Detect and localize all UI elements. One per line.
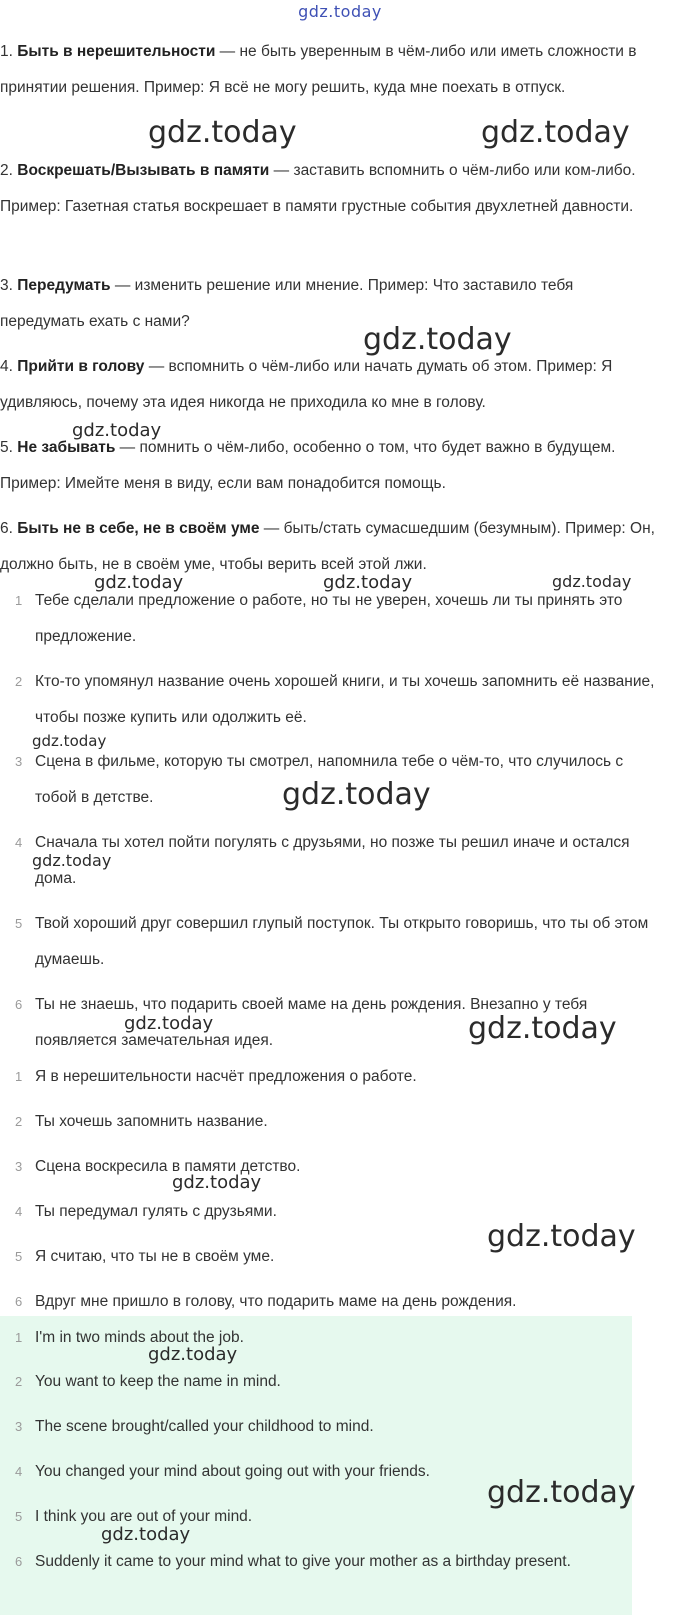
definition-term: Быть не в себе, не в своём уме <box>17 520 260 537</box>
definition-3: 3. Передумать — изменить решение или мнение. Пример: Что заставило тебя передумать ехать с нами? <box>0 277 574 330</box>
site-logo: gdz.today <box>298 2 382 21</box>
watermark: gdz.today <box>323 572 413 593</box>
watermark: gdz.today <box>172 1172 262 1193</box>
watermark: gdz.today <box>468 1011 617 1046</box>
watermark: gdz.today <box>148 1344 238 1365</box>
watermark: gdz.today <box>94 572 184 593</box>
definition-6: 6. Быть не в себе, не в своём уме — быть/стать сумасшедшим (безумным). Пример: Он, должно быть, не в своём уме, чтобы верить всей этой лжи. <box>0 520 655 573</box>
definition-5: 5. Не забывать — помнить о чём-либо, особенно о том, что будет важно в будущем. Пример: Имейте меня в виду, если вам понадобится помощь. <box>0 439 616 492</box>
watermark: gdz.today <box>148 115 297 150</box>
watermark: gdz.today <box>72 420 162 441</box>
watermark: gdz.today <box>124 1013 214 1034</box>
watermark: gdz.today <box>487 1475 636 1510</box>
watermark: gdz.today <box>481 115 630 150</box>
definition-term: Воскрешать/Вызывать в памяти <box>17 162 270 179</box>
watermark: gdz.today <box>363 322 512 357</box>
definition-4: 4. Прийти в голову — вспомнить о чём-либо или начать думать об этом. Пример: Я удивляюсь, почему эта идея никогда не приходила ко мне в голову. <box>0 358 613 411</box>
watermark: gdz.today <box>101 1524 191 1545</box>
definition-term: Передумать <box>17 277 111 294</box>
watermark: gdz.today <box>552 572 632 591</box>
watermark: gdz.today <box>32 851 112 870</box>
definition-term: Не забывать <box>17 439 116 456</box>
watermark: gdz.today <box>282 777 431 812</box>
watermark: gdz.today <box>32 732 107 750</box>
watermark: gdz.today <box>487 1219 636 1254</box>
definition-1: 1. Быть в нерешительности — не быть уверенным в чём-либо или иметь сложности в принятии решения. Пример: Я всё не могу решить, куда мне поехать в отпуск. <box>0 43 637 96</box>
definition-2: 2. Воскрешать/Вызывать в памяти — заставить вспомнить о чём-либо или ком-либо. Пример: Газетная статья воскрешает в памяти грустные события двухлетней давности. <box>0 162 636 215</box>
definition-term: Прийти в голову <box>17 358 145 375</box>
definition-term: Быть в нерешительности <box>17 43 216 60</box>
